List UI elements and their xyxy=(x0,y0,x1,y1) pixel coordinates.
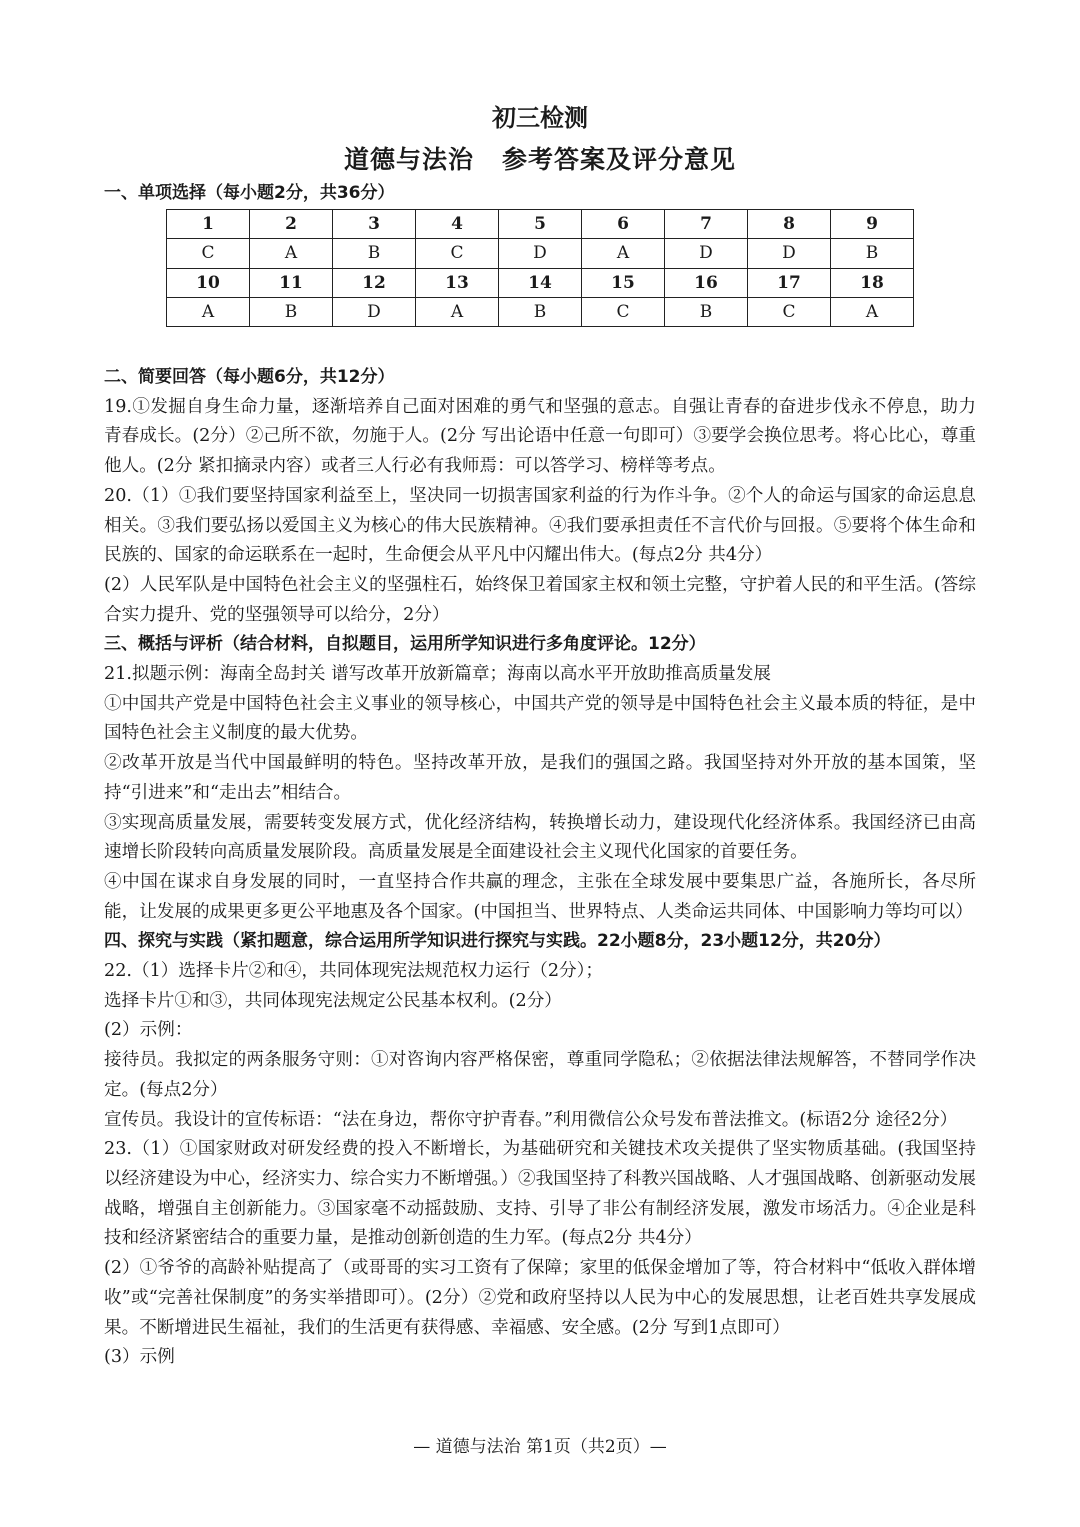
answer-cell: C xyxy=(748,297,831,326)
question-number-cell: 3 xyxy=(333,210,416,239)
page-subtitle xyxy=(0,140,1080,176)
answer-paragraph: 接待员。我拟定的两条服务守则：①对咨询内容严格保密，尊重同学隐私；②依据法律法规解答，不替同学作决定。(每点2分） xyxy=(104,1050,976,1100)
question-number-cell: 16 xyxy=(665,268,748,297)
question-number-cell: 13 xyxy=(416,268,499,297)
answer-paragraph: 宣传员。我设计的宣传标语：“法在身边，帮你守护青春。”利用微信公众号发布普法推文。(标语2分 途径2分） xyxy=(104,1109,958,1130)
answer-paragraph: (3）示例 xyxy=(104,1347,175,1368)
answer-cell: B xyxy=(499,297,582,326)
question-number-cell: 1 xyxy=(167,210,250,239)
answer-cell: D xyxy=(665,239,748,268)
answer-cell: A xyxy=(167,297,250,326)
answer-paragraph: 21.拟题示例：海南全岛封关 谱写改革开放新篇章；海南以高水平开放助推高质量发展 xyxy=(104,664,771,685)
answer-paragraph: 选择卡片①和③，共同体现宪法规定公民基本权利。(2分） xyxy=(104,990,562,1011)
question-number-cell: 5 xyxy=(499,210,582,239)
question-number-row xyxy=(167,268,914,297)
page-title: 初三检测 xyxy=(492,104,588,132)
answer-letter-row xyxy=(167,239,914,268)
section-heading: 二、简要回答（每小题6分，共12分） xyxy=(104,367,395,387)
answer-cell: A xyxy=(831,297,914,326)
answer-cell: A xyxy=(250,239,333,268)
answer-cell: A xyxy=(416,297,499,326)
question-number-cell: 6 xyxy=(582,210,665,239)
answer-paragraph: (2）人民军队是中国特色社会主义的坚强柱石，始终保卫着国家主权和领土完整，守护着人民的和平生活。(答综合实力提升、党的坚强领导可以给分，2分） xyxy=(104,574,976,625)
document-type: 参考答案及评分意见 xyxy=(502,145,737,174)
answer-cell: D xyxy=(499,239,582,268)
answer-cell: C xyxy=(416,239,499,268)
question-number-cell: 9 xyxy=(831,210,914,239)
answer-cell: B xyxy=(665,297,748,326)
question-number-cell: 10 xyxy=(167,268,250,297)
answer-table xyxy=(166,209,914,327)
section-heading: 三、概括与评析（结合材料，自拟题目，运用所学知识进行多角度评论。12分） xyxy=(104,634,706,655)
page-footer: — 道德与法治 第1页（共2页）— xyxy=(413,1437,667,1457)
answer-letter-row xyxy=(167,297,914,326)
question-number-row xyxy=(167,210,914,239)
answer-paragraph: (2）示例： xyxy=(104,1020,193,1041)
answer-paragraph: 23.（1）①国家财政对研发经费的投入不断增长，为基础研究和关键技术攻关提供了坚实物质基础。(我国坚持以经济建设为中心，经济实力、综合实力不断增强。）②我国坚持了科教兴国战略、人才强国战略、创新驱动发展战略，增强自主创新能力。③国家毫不动摇鼓励、支持、引导了非公有制经济发展，激发市场活力。④企业是科技和经济紧密结合的重要力量，是推动创新创造的生力军。(每点2分 共4分） xyxy=(104,1139,976,1249)
answer-cell: B xyxy=(333,239,416,268)
answer-paragraph: ③实现高质量发展，需要转变发展方式，优化经济结构，转换增长动力，建设现代化经济体系。我国经济已由高速增长阶段转向高质量发展阶段。高质量发展是全面建设社会主义现代化国家的首要任务。 xyxy=(104,812,976,863)
question-number-cell: 12 xyxy=(333,268,416,297)
answer-cell: D xyxy=(333,297,416,326)
answer-paragraph: (2）①爷爷的高龄补贴提高了（或哥哥的实习工资有了保障；家里的低保金增加了等，符合材料中“低收入群体增收”或“完善社保制度”的务实举措即可）。(2分）②党和政府坚持以人民为中心的发展思想，让老百姓共享发展成果。不断增进民生福祉，我们的生活更有获得感、幸福感、安全感。(2分 写到1点即可） xyxy=(104,1258,976,1338)
answer-paragraph: ①中国共产党是中国特色社会主义事业的领导核心，中国共产党的领导是中国特色社会主义最本质的特征，是中国特色社会主义制度的最大优势。 xyxy=(104,693,976,744)
answer-cell: C xyxy=(167,239,250,268)
answer-paragraph: 20.（1）①我们要坚持国家利益至上，坚决同一切损害国家利益的行为作斗争。②个人的命运与国家的命运息息相关。③我们要弘扬以爱国主义为核心的伟大民族精神。④我们要承担责任不言代价与回报。⑤要将个体生命和民族的、国家的命运联系在一起时，生命便会从平凡中闪耀出伟大。(每点2分 共4分） xyxy=(104,485,976,566)
question-number-cell: 8 xyxy=(748,210,831,239)
answer-cell: B xyxy=(250,297,333,326)
question-number-cell: 2 xyxy=(250,210,333,239)
question-number-cell: 11 xyxy=(250,268,333,297)
answer-cell: D xyxy=(748,239,831,268)
answer-cell: A xyxy=(582,239,665,268)
question-number-cell: 18 xyxy=(831,268,914,297)
answer-cell: C xyxy=(582,297,665,326)
question-number-cell: 4 xyxy=(416,210,499,239)
answer-paragraph: ④中国在谋求自身发展的同时，一直坚持合作共赢的理念，主张在全球发展中要集思广益，各施所长，各尽所能，让发展的成果更多更公平地惠及各个国家。(中国担当、世界特点、人类命运共同体、中国影响力等均可以） xyxy=(104,871,976,922)
answer-cell: B xyxy=(831,239,914,268)
question-number-cell: 15 xyxy=(582,268,665,297)
answer-body xyxy=(104,363,976,1373)
answer-paragraph: 22.（1）选择卡片②和④，共同体现宪法规范权力运行（2分）； xyxy=(104,961,604,982)
section-heading-multiple-choice: 一、单项选择（每小题2分，共36分） xyxy=(104,183,395,203)
question-number-cell: 17 xyxy=(748,268,831,297)
section-heading: 四、探究与实践（紧扣题意，综合运用所学知识进行探究与实践。22小题8分，23小题12分，共20分） xyxy=(104,931,891,952)
answer-paragraph: 19.①发掘自身生命力量，逐渐培养自己面对困难的勇气和坚强的意志。自强让青春的奋进步伐永不停息，助力青春成长。(2分）②己所不欲，勿施于人。(2分 写出论语中任意一句即可）③要学会换位思考。将心比心，尊重他人。(2分 紧扣摘录内容）或者三人行必有我师焉：可以答学习、榜样等考点。 xyxy=(104,396,976,477)
subject-name: 道德与法治 xyxy=(343,145,474,174)
answer-paragraph: ②改革开放是当代中国最鲜明的特色。坚持改革开放，是我们的强国之路。我国坚持对外开放的基本国策，坚持“引进来”和“走出去”相结合。 xyxy=(104,753,976,803)
question-number-cell: 14 xyxy=(499,268,582,297)
question-number-cell: 7 xyxy=(665,210,748,239)
